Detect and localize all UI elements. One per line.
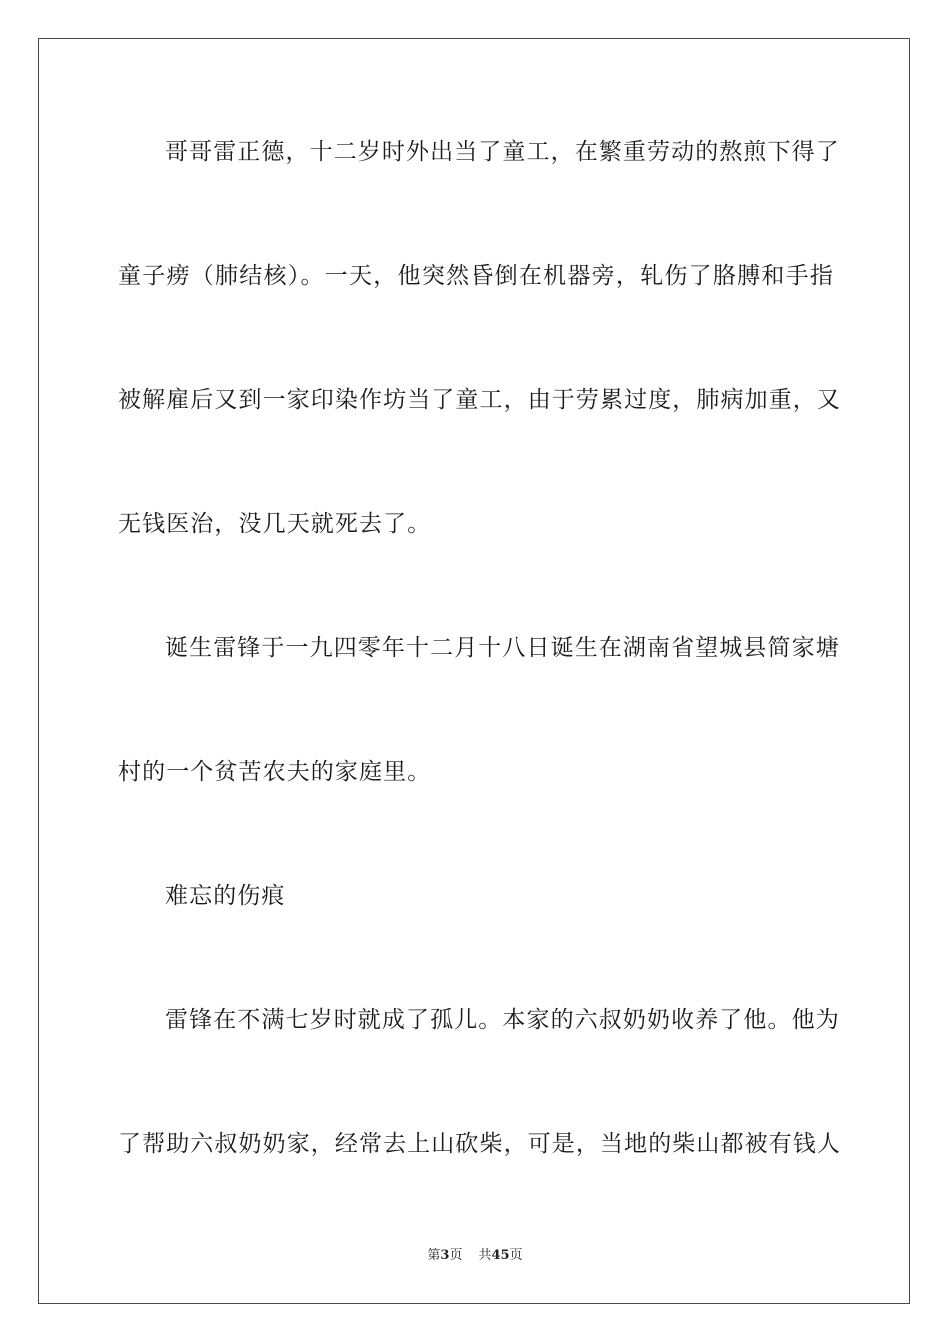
paragraph-line-1: 哥哥雷正德，十二岁时外出当了童工，在繁重劳动的熬煎下得了 — [165, 139, 840, 165]
total-suffix: 页 — [509, 1248, 523, 1263]
page-border — [38, 38, 910, 1304]
paragraph-line-2: 童子痨（肺结核）。一天，他突然昏倒在机器旁，轧伤了胳膊和手指 — [118, 263, 834, 289]
page-footer — [0, 1247, 950, 1265]
paragraph-line-5: 诞生雷锋于一九四零年十二月十八日诞生在湖南省望城县简家塘 — [165, 635, 840, 661]
page-number: 3 — [440, 1248, 450, 1263]
page-suffix: 页 — [449, 1248, 463, 1263]
total-pages: 45 — [491, 1248, 510, 1263]
paragraph-line-4: 无钱医治，没几天就死去了。 — [118, 511, 432, 537]
paragraph-line-9: 了帮助六叔奶奶家，经常去上山砍柴，可是，当地的柴山都被有钱人 — [118, 1131, 841, 1157]
total-prefix: 共 — [478, 1248, 492, 1263]
paragraph-line-8: 雷锋在不满七岁时就成了孤儿。本家的六叔奶奶收养了他。他为 — [165, 1007, 840, 1033]
paragraph-line-3: 被解雇后又到一家印染作坊当了童工，由于劳累过度，肺病加重，又 — [118, 387, 841, 413]
page-prefix: 第 — [427, 1248, 441, 1263]
paragraph-line-6: 村的一个贫苦农夫的家庭里。 — [118, 759, 432, 785]
section-heading: 难忘的伤痕 — [165, 883, 286, 909]
